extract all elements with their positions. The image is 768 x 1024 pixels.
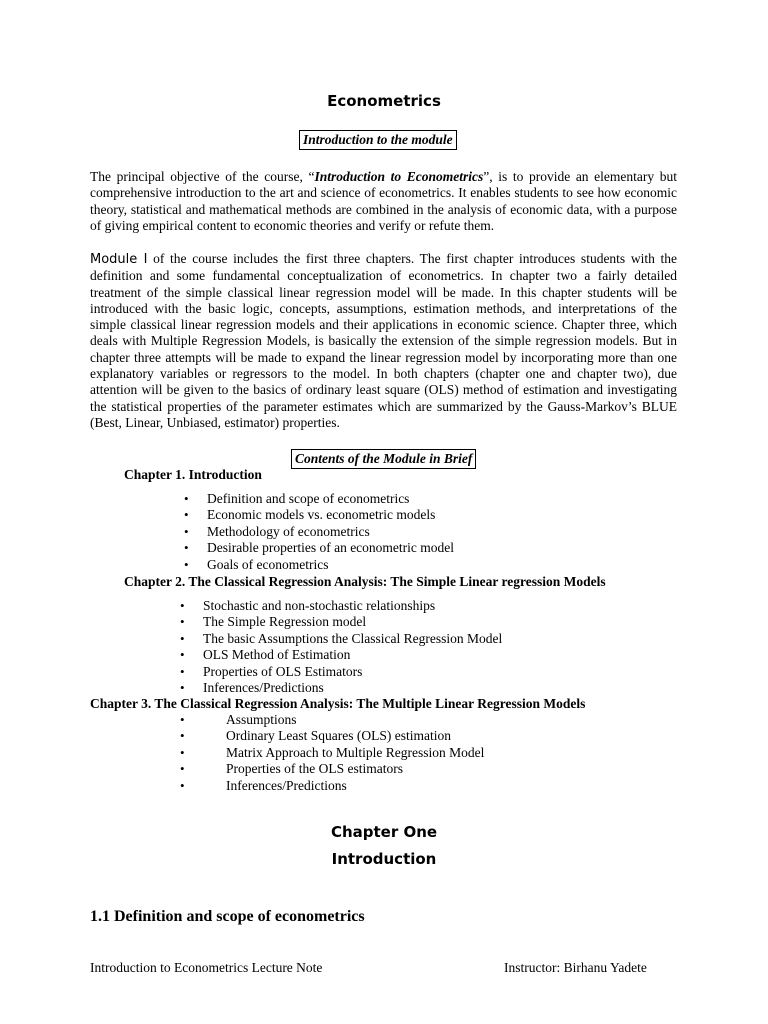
bullet: • [180,663,185,679]
chapter-one-subtitle: Introduction [331,850,437,868]
paragraph-objective [90,169,677,234]
intro-module-box: Introduction to the module [299,130,457,150]
bullet: • [180,712,185,727]
bullet: • [184,491,189,506]
para1-before: The principal objective of the course, “ [90,169,315,184]
bullet: • [180,761,185,777]
footer-course: Introduction to Econometrics Lecture Note [90,960,323,975]
document-title: Econometrics [327,92,441,110]
bullet: • [180,614,185,630]
footer-instructor: Instructor: Birhanu Yadete [504,960,647,975]
bullet: • [180,630,185,646]
bullet: • [184,507,189,523]
paragraph-module-one [90,251,677,431]
contents-box: Contents of the Module in Brief [291,449,476,469]
module-word: Module I [90,252,148,267]
chapter-one-title: Chapter One [330,823,438,841]
bullet: • [180,728,185,744]
chapter1-heading: Chapter 1. Introduction [124,467,262,482]
bullet: • [180,777,185,793]
chapter2-heading: Chapter 2. The Classical Regression Analysis: The Simple Linear regression Models [124,574,606,589]
bullet: • [180,598,185,613]
section-heading: 1.1 Definition and scope of econometrics [90,908,365,925]
para2-text: of the course includes the first three chapters. The first chapter introduces students with the definition and some fundamental conceptualization of econometrics. In chapter two a fairly detailed treatment of the simple classical linear regression model will be made. In this chapter students will be introduced with the basic logic, concepts, assumptions, estimation methods, and interpretations of the simple classical linear regression models and their applications in economic science. Chapter three, which deals with Multiple Regression Models, is basically the extension of the simple regression models. But in chapter three attempts will be made to expand the linear regression model by incorporating more than one explanatory variables or regressors to the model. In both chapters (chapter one and chapter two), due attention will be given to the basics of ordinary least square (OLS) method of estimation and investigating the statistical properties of the parameter estimates which are summarized by the Gauss-Markov’s BLUE (Best, Linear, Unbiased, estimator) properties. [90,251,677,430]
bullet: • [184,540,189,556]
bullet: • [180,679,185,695]
bullet: • [184,523,189,539]
bullet: • [180,744,185,760]
chapter3-heading: Chapter 3. The Classical Regression Analysis: The Multiple Linear Regression Models [90,696,586,711]
bullet: • [180,647,185,663]
para1-after: ”, is to provide an elementary but comprehensive introduction to the art and science of econometrics. It enables students to see how economic theory, statistical and mathematical methods are combined in the analysis of economic data, with a purpose of giving empirical content to economic theories and verify or refute them. [90,169,678,233]
para1-emphasis: Introduction to Econometrics [314,169,484,184]
bullet: • [184,556,189,572]
